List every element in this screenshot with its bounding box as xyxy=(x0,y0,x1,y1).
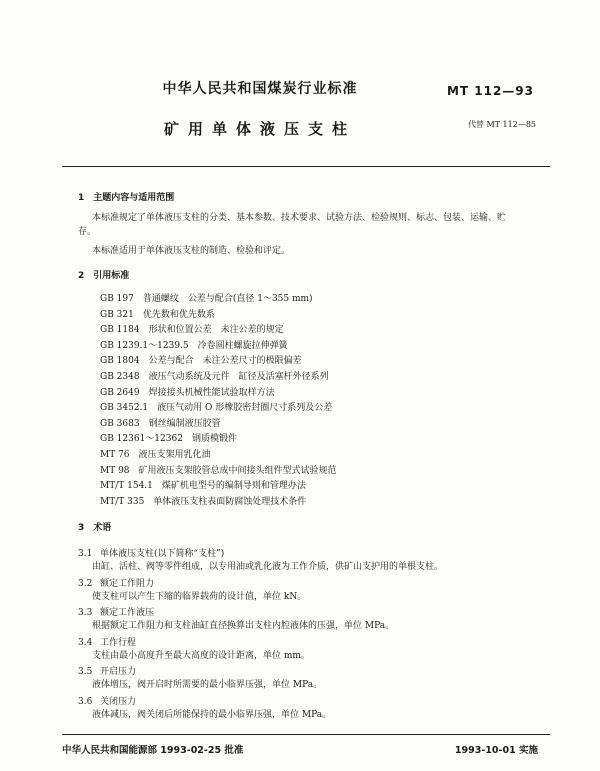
term-number: 3.1 xyxy=(78,549,93,559)
reference-item xyxy=(100,338,288,351)
reference-item xyxy=(100,291,313,304)
section-2-heading: 2 引用标准 xyxy=(78,271,130,281)
reference-title: 优先数和优先数系 xyxy=(142,309,215,320)
term-heading xyxy=(78,694,136,707)
reference-code: GB 3683 xyxy=(100,418,140,429)
reference-code: GB 2649 xyxy=(100,387,140,398)
term-number: 3.2 xyxy=(78,578,93,589)
reference-title: 矿用液压支架胶管总成中间接头组件型式试验规范 xyxy=(138,465,337,476)
reference-title: 液压气动系统及元件 缸径及活塞杆外径系列 xyxy=(148,372,329,382)
reference-item xyxy=(100,463,337,476)
term-definition: 使支柱可以产生下缩的临界载荷的设计值，单位 kN。 xyxy=(92,591,307,602)
reference-title: 普通螺纹 公差与配合(直径 1～355 mm) xyxy=(142,294,313,304)
reference-title: 钢质模锻件 xyxy=(191,434,237,445)
term-title: 关闭压力 xyxy=(100,697,137,707)
section-1-para-1-line-2: 存。 xyxy=(78,227,97,237)
reference-code: GB 1804 xyxy=(100,356,140,367)
term-heading xyxy=(78,605,154,618)
document-title: 矿用单体液压支柱 xyxy=(163,120,356,138)
reference-code: MT 98 xyxy=(100,465,130,476)
top-divider xyxy=(62,166,550,167)
reference-title: 形状和位置公差 未注公差的规定 xyxy=(148,325,284,336)
reference-item xyxy=(100,385,275,398)
section-1-para-1-line-1: 本标准规定了单体液压支柱的分类、基本参数、技术要求、试验方法、检验规则、标志、包装、运输、贮 xyxy=(92,213,507,223)
term-title: 单体液压支柱(以下简称“支柱”) xyxy=(100,549,225,559)
reference-item xyxy=(100,307,215,320)
term-definition: 由缸、活柱、阀等零件组成，以专用油或乳化液为工作介质，供矿山支护用的单根支柱。 xyxy=(92,562,444,572)
reference-title: 公差与配合 未注公差尺寸的极限偏差 xyxy=(148,356,302,367)
term-title: 额定工作阻力 xyxy=(100,578,155,589)
term-number: 3.4 xyxy=(78,637,93,648)
replaces-note: 代替 MT 112—85 xyxy=(467,120,536,129)
standard-number: MT 112—93 xyxy=(446,84,534,98)
implementation-date: 1993-10-01 实施 xyxy=(454,745,538,756)
reference-title: 煤矿机电型号的编制导则和管理办法 xyxy=(161,481,306,492)
reference-code: GB 321 xyxy=(100,309,134,320)
term-definition: 液体增压，阀开启时所需要的最小临界压强，单位 MPa。 xyxy=(92,680,323,691)
reference-code: GB 3452.1 xyxy=(100,403,149,414)
reference-item xyxy=(100,322,284,335)
term-heading xyxy=(78,576,154,589)
bottom-divider xyxy=(62,734,550,735)
reference-item xyxy=(100,353,302,366)
reference-code: MT/T 335 xyxy=(100,496,145,507)
reference-title: 液压气动用 O 形橡胶密封圈尺寸系列及公差 xyxy=(157,403,333,414)
term-definition: 支柱由最小高度升至最大高度的设计距离，单位 mm。 xyxy=(92,650,310,661)
section-1-heading: 1 主题内容与适用范围 xyxy=(78,193,175,203)
reference-item xyxy=(100,369,329,382)
term-heading xyxy=(78,664,136,677)
reference-item xyxy=(100,416,221,429)
reference-title: 冷卷圆柱螺旋拉伸弹簧 xyxy=(197,340,288,351)
reference-item xyxy=(100,478,306,491)
term-heading xyxy=(78,546,224,559)
standard-category-title: 中华人民共和国煤炭行业标准 xyxy=(162,81,358,97)
section-1-para-2: 本标准适用于单体液压支柱的制造、检验和评定。 xyxy=(92,246,291,256)
reference-title: 单体液压支柱表面防腐蚀处理技术条件 xyxy=(153,496,307,507)
reference-title: 焊接接头机械性能试验取样方法 xyxy=(148,387,275,398)
reference-code: GB 2348 xyxy=(100,372,140,382)
term-title: 开启压力 xyxy=(100,667,137,678)
term-number: 3.6 xyxy=(78,697,93,707)
term-number: 3.5 xyxy=(78,667,93,678)
reference-title: 液压支架用乳化油 xyxy=(138,450,211,460)
term-heading xyxy=(78,635,136,648)
term-title: 工作行程 xyxy=(100,637,137,648)
reference-code: MT 76 xyxy=(100,450,130,460)
reference-code: GB 12361～12362 xyxy=(100,434,183,445)
term-definition: 根据额定工作阻力和支柱油缸直径换算出支柱内腔液体的压强，单位 MPa。 xyxy=(92,621,395,632)
term-title: 额定工作液压 xyxy=(100,608,155,619)
reference-item xyxy=(100,447,211,460)
term-number: 3.3 xyxy=(78,608,93,619)
reference-code: GB 1184 xyxy=(100,325,140,336)
reference-code: GB 197 xyxy=(100,294,134,304)
reference-item xyxy=(100,400,332,413)
approval-line: 中华人民共和国能源部 1993-02-25 批准 xyxy=(62,745,244,756)
section-3-heading: 3 术语 xyxy=(78,523,112,533)
reference-code: GB 1239.1～1239.5 xyxy=(100,340,189,351)
reference-item xyxy=(100,494,306,507)
term-definition: 液体减压，阀关闭后所能保持的最小临界压强，单位 MPa。 xyxy=(92,710,332,720)
reference-item xyxy=(100,431,237,444)
reference-code: MT/T 154.1 xyxy=(100,481,153,492)
reference-title: 钢丝编制液压胶管 xyxy=(148,418,221,429)
